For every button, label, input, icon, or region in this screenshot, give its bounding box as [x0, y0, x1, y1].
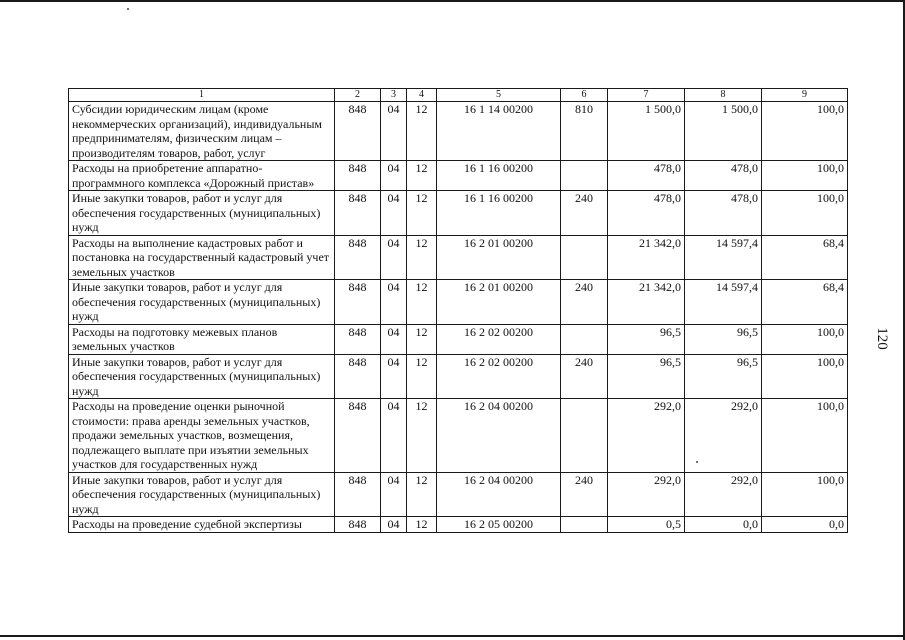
subsection-code-cell: 12	[407, 102, 437, 161]
column-number: 1	[69, 89, 335, 102]
expense-name-cell: Субсидии юридическим лицам (кроме некоммерческих организаций), индивидуальным предпринимателям, физическим лицам – производителям товаров, работ, услуг	[69, 102, 335, 161]
planned-amount-cell: 96,5	[608, 324, 685, 354]
execution-percent-cell: 100,0	[762, 161, 848, 191]
target-article-cell: 16 2 04 00200	[437, 399, 561, 473]
department-code-cell: 848	[335, 191, 381, 236]
page-border-bottom	[0, 635, 905, 637]
planned-amount-cell: 1 500,0	[608, 102, 685, 161]
subsection-code-cell: 12	[407, 399, 437, 473]
column-number: 2	[335, 89, 381, 102]
department-code-cell: 848	[335, 161, 381, 191]
table-row	[69, 324, 848, 354]
executed-amount-cell: 0,0	[685, 517, 762, 533]
planned-amount-cell: 96,5	[608, 354, 685, 399]
department-code-cell: 848	[335, 235, 381, 280]
column-number: 4	[407, 89, 437, 102]
table-row	[69, 472, 848, 517]
expense-name-cell: Иные закупки товаров, работ и услуг для обеспечения государственных (муниципальных) нужд	[69, 472, 335, 517]
target-article-cell: 16 2 01 00200	[437, 235, 561, 280]
target-article-cell: 16 2 02 00200	[437, 324, 561, 354]
planned-amount-cell: 292,0	[608, 399, 685, 473]
expense-type-cell	[561, 399, 608, 473]
planned-amount-cell: 0,5	[608, 517, 685, 533]
section-code-cell: 04	[381, 399, 407, 473]
section-code-cell: 04	[381, 324, 407, 354]
target-article-cell: 16 2 01 00200	[437, 280, 561, 325]
subsection-code-cell: 12	[407, 472, 437, 517]
section-code-cell: 04	[381, 280, 407, 325]
expense-type-cell	[561, 517, 608, 533]
execution-percent-cell: 100,0	[762, 191, 848, 236]
executed-amount-cell: 478,0	[685, 161, 762, 191]
expense-type-cell: 240	[561, 191, 608, 236]
section-code-cell: 04	[381, 191, 407, 236]
executed-amount-cell: 292,0	[685, 399, 762, 473]
table-row	[69, 354, 848, 399]
executed-amount-cell: 14 597,4	[685, 235, 762, 280]
expense-name-cell: Расходы на подготовку межевых планов земельных участков	[69, 324, 335, 354]
column-number: 5	[437, 89, 561, 102]
executed-amount-cell: 1 500,0	[685, 102, 762, 161]
table-row	[69, 399, 848, 473]
table-row	[69, 161, 848, 191]
page-number: 120	[873, 327, 890, 350]
column-number: 8	[685, 89, 762, 102]
target-article-cell: 16 1 16 00200	[437, 191, 561, 236]
expense-type-cell: 240	[561, 280, 608, 325]
target-article-cell: 16 2 02 00200	[437, 354, 561, 399]
scan-speck	[127, 8, 129, 10]
execution-percent-cell: 100,0	[762, 472, 848, 517]
section-code-cell: 04	[381, 354, 407, 399]
planned-amount-cell: 21 342,0	[608, 235, 685, 280]
planned-amount-cell: 478,0	[608, 191, 685, 236]
expense-name-cell: Расходы на проведение судебной экспертизы	[69, 517, 335, 533]
execution-percent-cell: 100,0	[762, 354, 848, 399]
table-row	[69, 280, 848, 325]
expense-type-cell: 810	[561, 102, 608, 161]
expense-name-cell: Расходы на проведение оценки рыночной стоимости: права аренды земельных участков, продажи земельных участков, возмещения, подлежащего выплате при изъятии земельных участков для государственных нужд	[69, 399, 335, 473]
execution-percent-cell: 100,0	[762, 399, 848, 473]
section-code-cell: 04	[381, 517, 407, 533]
expense-type-cell	[561, 235, 608, 280]
executed-amount-cell: 96,5	[685, 324, 762, 354]
expense-name-cell: Иные закупки товаров, работ и услуг для обеспечения государственных (муниципальных) нужд	[69, 191, 335, 236]
department-code-cell: 848	[335, 280, 381, 325]
execution-percent-cell: 0,0	[762, 517, 848, 533]
page-border-top	[0, 0, 905, 2]
section-code-cell: 04	[381, 235, 407, 280]
planned-amount-cell: 21 342,0	[608, 280, 685, 325]
department-code-cell: 848	[335, 399, 381, 473]
table-row	[69, 517, 848, 533]
department-code-cell: 848	[335, 102, 381, 161]
planned-amount-cell: 478,0	[608, 161, 685, 191]
target-article-cell: 16 1 16 00200	[437, 161, 561, 191]
column-number-row	[69, 89, 848, 102]
column-number: 3	[381, 89, 407, 102]
expense-type-cell	[561, 161, 608, 191]
section-code-cell: 04	[381, 472, 407, 517]
execution-percent-cell: 68,4	[762, 280, 848, 325]
expense-name-cell: Иные закупки товаров, работ и услуг для обеспечения государственных (муниципальных) нужд	[69, 280, 335, 325]
subsection-code-cell: 12	[407, 354, 437, 399]
execution-percent-cell: 100,0	[762, 324, 848, 354]
subsection-code-cell: 12	[407, 280, 437, 325]
executed-amount-cell: 14 597,4	[685, 280, 762, 325]
column-number: 6	[561, 89, 608, 102]
target-article-cell: 16 2 05 00200	[437, 517, 561, 533]
department-code-cell: 848	[335, 354, 381, 399]
executed-amount-cell: 292,0	[685, 472, 762, 517]
budget-table	[68, 88, 848, 533]
section-code-cell: 04	[381, 161, 407, 191]
executed-amount-cell: 478,0	[685, 191, 762, 236]
table-row	[69, 191, 848, 236]
expense-name-cell: Расходы на выполнение кадастровых работ и постановка на государственный кадастровый учет земельных участков	[69, 235, 335, 280]
subsection-code-cell: 12	[407, 161, 437, 191]
expense-type-cell: 240	[561, 472, 608, 517]
subsection-code-cell: 12	[407, 191, 437, 236]
executed-amount-cell: 96,5	[685, 354, 762, 399]
table-row	[69, 102, 848, 161]
execution-percent-cell: 100,0	[762, 102, 848, 161]
subsection-code-cell: 12	[407, 517, 437, 533]
target-article-cell: 16 2 04 00200	[437, 472, 561, 517]
column-number: 9	[762, 89, 848, 102]
expense-type-cell	[561, 324, 608, 354]
department-code-cell: 848	[335, 324, 381, 354]
expense-name-cell: Расходы на приобретение аппаратно-программного комплекса «Дорожный пристав»	[69, 161, 335, 191]
department-code-cell: 848	[335, 517, 381, 533]
execution-percent-cell: 68,4	[762, 235, 848, 280]
column-number: 7	[608, 89, 685, 102]
expense-type-cell: 240	[561, 354, 608, 399]
department-code-cell: 848	[335, 472, 381, 517]
subsection-code-cell: 12	[407, 324, 437, 354]
expense-name-cell: Иные закупки товаров, работ и услуг для обеспечения государственных (муниципальных) нужд	[69, 354, 335, 399]
subsection-code-cell: 12	[407, 235, 437, 280]
planned-amount-cell: 292,0	[608, 472, 685, 517]
table-row	[69, 235, 848, 280]
target-article-cell: 16 1 14 00200	[437, 102, 561, 161]
section-code-cell: 04	[381, 102, 407, 161]
